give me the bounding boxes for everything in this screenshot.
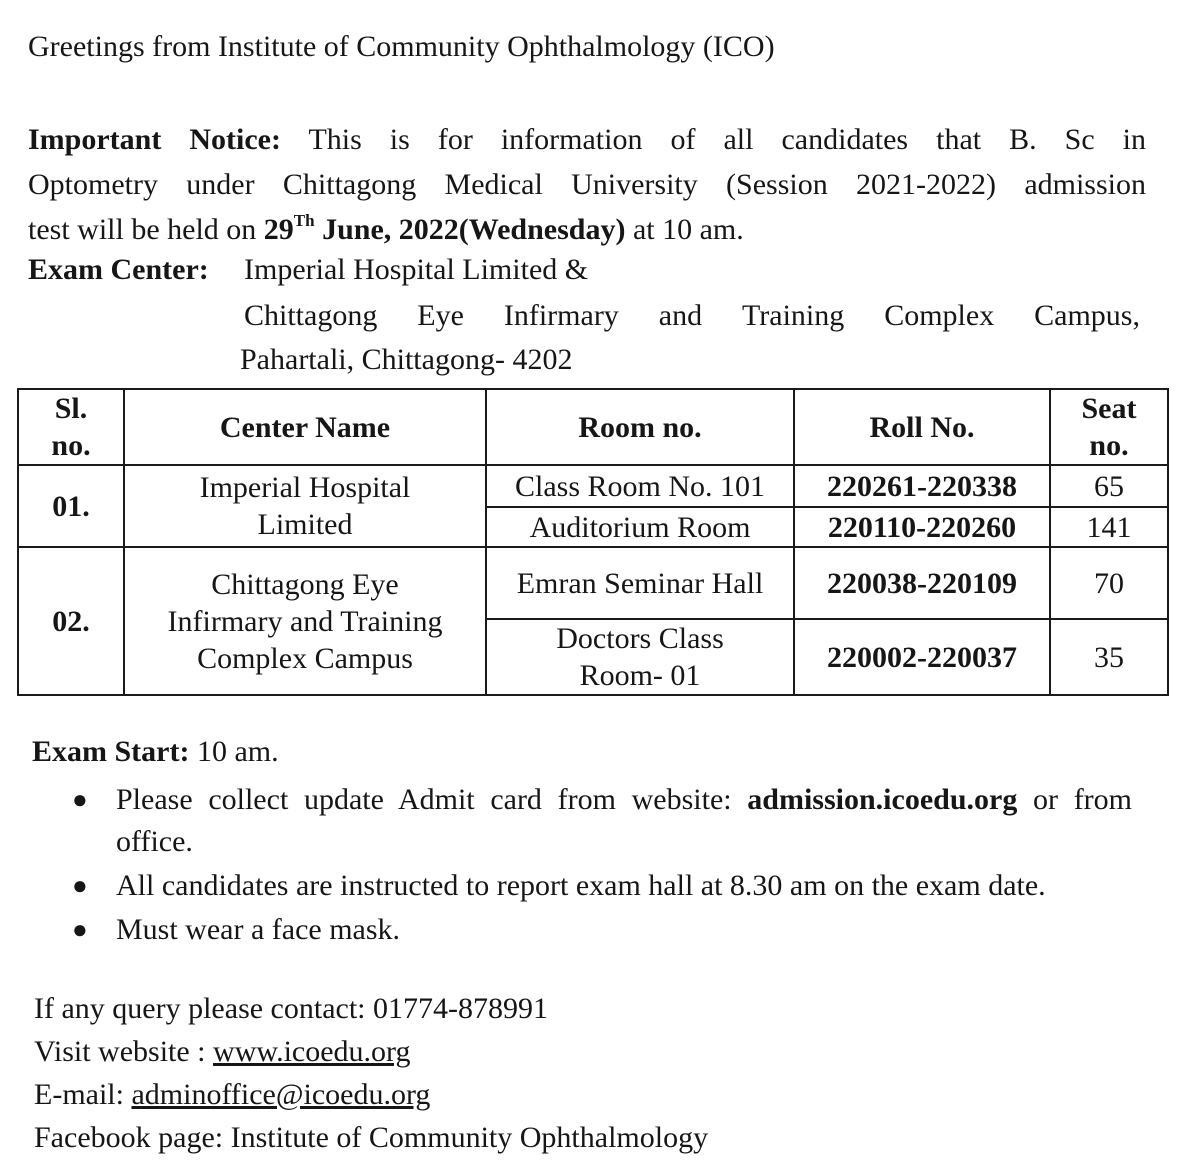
- cell-room: Doctors Class Room- 01: [486, 619, 794, 695]
- notice-line-3a: test will be held on: [28, 213, 257, 246]
- exam-center-line-3: Pahartali, Chittagong- 4202: [240, 343, 573, 376]
- header-sl: Sl. no.: [18, 389, 124, 465]
- cell-room: Auditorium Room: [486, 507, 794, 547]
- cell-center-name: Imperial Hospital Limited: [124, 465, 486, 547]
- cell-roll: 220261-220338: [794, 465, 1050, 507]
- cell-seat: 65: [1050, 465, 1168, 507]
- notice-line-1: This is for information of all candidates that B. Sc in: [308, 123, 1146, 156]
- center-word: Complex: [884, 299, 995, 332]
- cell-roll: 220038-220109: [794, 547, 1050, 619]
- greeting-line: Greetings from Institute of Community Ophthalmology (ICO): [28, 30, 775, 63]
- header-roll-no: Roll No.: [794, 389, 1050, 465]
- seat-plan-table: [17, 388, 1169, 696]
- instructions-list: [72, 779, 1132, 953]
- important-notice: [28, 117, 1146, 252]
- exam-center-label: Exam Center:: [28, 253, 209, 286]
- cell-seat: 35: [1050, 619, 1168, 695]
- exam-date: [264, 213, 626, 246]
- cell-room: Class Room No. 101: [486, 465, 794, 507]
- center-word: and: [658, 299, 703, 332]
- contact-facebook: Facebook page: Institute of Community Ophthalmology: [34, 1121, 709, 1154]
- cell-sl: 02.: [18, 547, 124, 695]
- bullet-text: All candidates are instructed to report exam hall at 8.30 am on the exam date.: [116, 869, 1046, 902]
- exam-center-line-2: [244, 299, 1140, 333]
- exam-start-label: Exam Start:: [32, 735, 190, 768]
- cell-room: Emran Seminar Hall: [486, 547, 794, 619]
- website-label: Visit website :: [34, 1035, 206, 1068]
- exam-date-rest: June, 2022(Wednesday): [322, 213, 626, 246]
- contact-email: [34, 1078, 430, 1112]
- contact-website: [34, 1035, 411, 1069]
- header-room-no: Room no.: [486, 389, 794, 465]
- notice-line-3b: at 10 am.: [632, 213, 744, 246]
- notice-label: Important Notice:: [28, 123, 281, 156]
- cell-seat: 141: [1050, 507, 1168, 547]
- email-label: E-mail:: [34, 1078, 124, 1111]
- table-header-row: [18, 389, 1168, 465]
- center-word: Training: [742, 299, 845, 332]
- notice-line-2: Optometry under Chittagong Medical University (Session 2021-2022) admission: [28, 168, 1146, 201]
- bullet-icon: ●: [72, 785, 88, 814]
- list-item: [72, 779, 1132, 863]
- list-item: [72, 865, 1132, 907]
- center-word: Chittagong: [244, 299, 378, 332]
- center-word: Campus,: [1034, 299, 1140, 332]
- exam-start-value: 10 am.: [196, 735, 279, 768]
- list-item: [72, 909, 1132, 951]
- header-seat-no: Seat no.: [1050, 389, 1168, 465]
- center-word: Infirmary: [503, 299, 619, 332]
- center-word: Eye: [417, 299, 464, 332]
- bullet-text: or from office.: [116, 783, 1133, 858]
- table-row: [18, 465, 1168, 507]
- exam-center-line-1: Imperial Hospital Limited &: [244, 253, 589, 286]
- exam-date-day: 29: [263, 213, 294, 246]
- cell-center-name: Chittagong Eye Infirmary and Training Complex Campus: [124, 547, 486, 695]
- header-center-name: Center Name: [124, 389, 486, 465]
- email-link[interactable]: adminoffice@icoedu.org: [131, 1078, 431, 1111]
- bullet-text: Must wear a face mask.: [116, 913, 401, 946]
- table-row: [18, 547, 1168, 619]
- exam-date-suffix: Th: [293, 211, 315, 230]
- website-link[interactable]: www.icoedu.org: [213, 1035, 411, 1068]
- bullet-icon: ●: [72, 915, 88, 944]
- bullet-text: Please collect update Admit card from website:: [116, 783, 732, 816]
- cell-seat: 70: [1050, 547, 1168, 619]
- admission-website-link[interactable]: admission.icoedu.org: [747, 783, 1018, 816]
- cell-roll: 220002-220037: [794, 619, 1050, 695]
- bullet-icon: ●: [72, 871, 88, 900]
- cell-roll: 220110-220260: [794, 507, 1050, 547]
- cell-sl: 01.: [18, 465, 124, 547]
- exam-start: [32, 735, 279, 769]
- contact-query: If any query please contact: 01774-878991: [34, 992, 548, 1025]
